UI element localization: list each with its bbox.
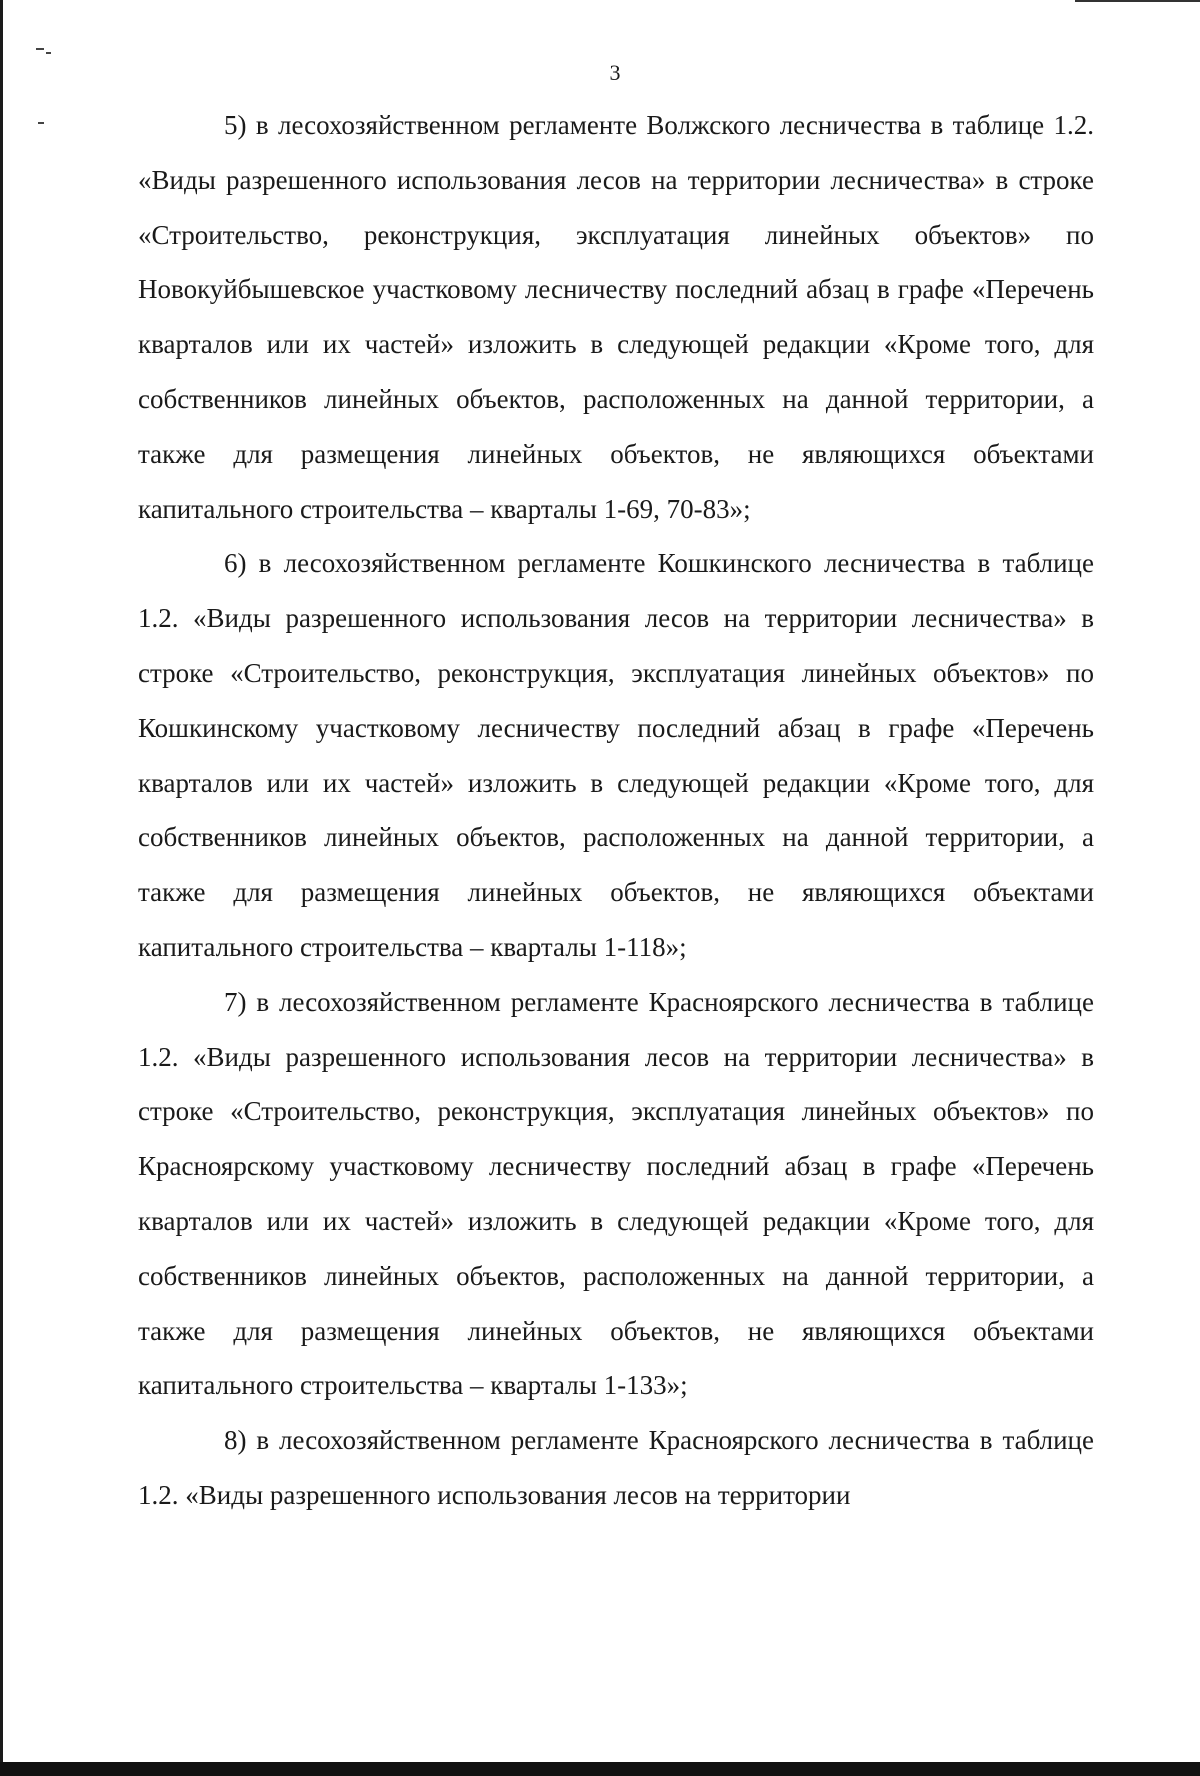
scan-edge-left <box>0 0 3 1776</box>
scan-speck <box>38 122 44 124</box>
scan-edge-bottom <box>0 1762 1200 1776</box>
paragraph-item-5: 5) в лесохозяйственном регламенте Волжского лесничества в таблице 1.2. «Виды разрешенного использования лесов на территории лесничества» в строке «Строительство, реконструкция, эксплуатация линейных объектов» по Новокуйбышевское участковому лесничеству последний абзац в графе «Перечень кварталов или их частей» изложить в следующей редакции «Кроме того, для собственников линейных объектов, расположенных на данной территории, а также для размещения линейных объектов, не являющихся объектами капитального строительства – кварталы 1-69, 70-83»; <box>138 110 1094 524</box>
scan-speck <box>36 48 44 50</box>
paragraph-item-8: 8) в лесохозяйственном регламенте Красноярского лесничества в таблице 1.2. «Виды разрешенного использования лесов на территории <box>138 1425 1094 1510</box>
document-body <box>138 98 1094 1523</box>
scan-speck <box>46 52 51 54</box>
page-number: 3 <box>609 60 621 85</box>
scan-edge-top <box>1075 0 1200 2</box>
paragraph-item-7: 7) в лесохозяйственном регламенте Красноярского лесничества в таблице 1.2. «Виды разрешенного использования лесов на территории лесничества» в строке «Строительство, реконструкция, эксплуатация линейных объектов» по Красноярскому участковому лесничеству последний абзац в графе «Перечень кварталов или их частей» изложить в следующей редакции «Кроме того, для собственников линейных объектов, расположенных на данной территории, а также для размещения линейных объектов, не являющихся объектами капитального строительства – кварталы 1-133»; <box>138 986 1094 1401</box>
paragraph-item-6: 6) в лесохозяйственном регламенте Кошкинского лесничества в таблице 1.2. «Виды разрешенного использования лесов на территории лесничества» в строке «Строительство, реконструкция, эксплуатация линейных объектов» по Кошкинскому участковому лесничеству последний абзац в графе «Перечень кварталов или их частей» изложить в следующей редакции «Кроме того, для собственников линейных объектов, расположенных на данной территории, а также для размещения линейных объектов, не являющихся объектами капитального строительства – кварталы 1-118»; <box>138 548 1094 962</box>
